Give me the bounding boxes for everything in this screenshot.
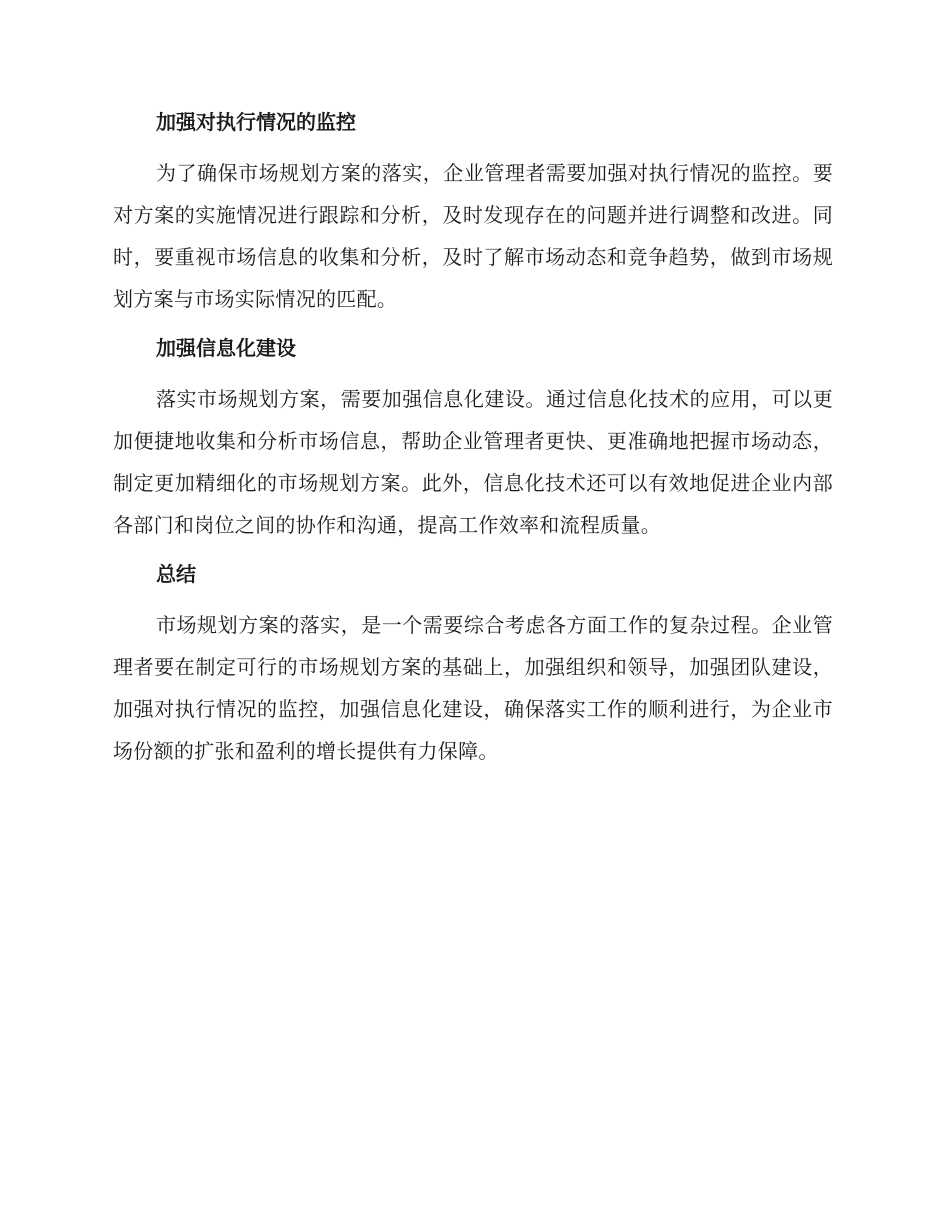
document-body xyxy=(113,108,833,786)
section-heading-summary: 总结 xyxy=(156,562,196,586)
section-paragraph-monitoring: 为了确保市场规划方案的落实，企业管理者需要加强对执行情况的监控。要对方案的实施情况进行跟踪和分析，及时发现存在的问题并进行调整和改进。同时，要重视市场信息的收集和分析，及时了解市场动态和竞争趋势，做到市场规划方案与市场实际情况的匹配。 xyxy=(113,161,833,311)
section-paragraph-summary: 市场规划方案的落实，是一个需要综合考虑各方面工作的复杂过程。企业管理者要在制定可行的市场规划方案的基础上，加强组织和领导，加强团队建设，加强对执行情况的监控，加强信息化建设，确保落实工作的顺利进行，为企业市场份额的扩张和盈利的增长提供有力保障。 xyxy=(113,613,833,763)
section-paragraph-informatization: 落实市场规划方案，需要加强信息化建设。通过信息化技术的应用，可以更加便捷地收集和分析市场信息，帮助企业管理者更快、更准确地把握市场动态，制定更加精细化的市场规划方案。此外，信息化技术还可以有效地促进企业内部各部门和岗位之间的协作和沟通，提高工作效率和流程质量。 xyxy=(113,387,833,537)
section-heading-monitoring: 加强对执行情况的监控 xyxy=(156,110,356,134)
section-heading-informatization: 加强信息化建设 xyxy=(156,336,296,360)
